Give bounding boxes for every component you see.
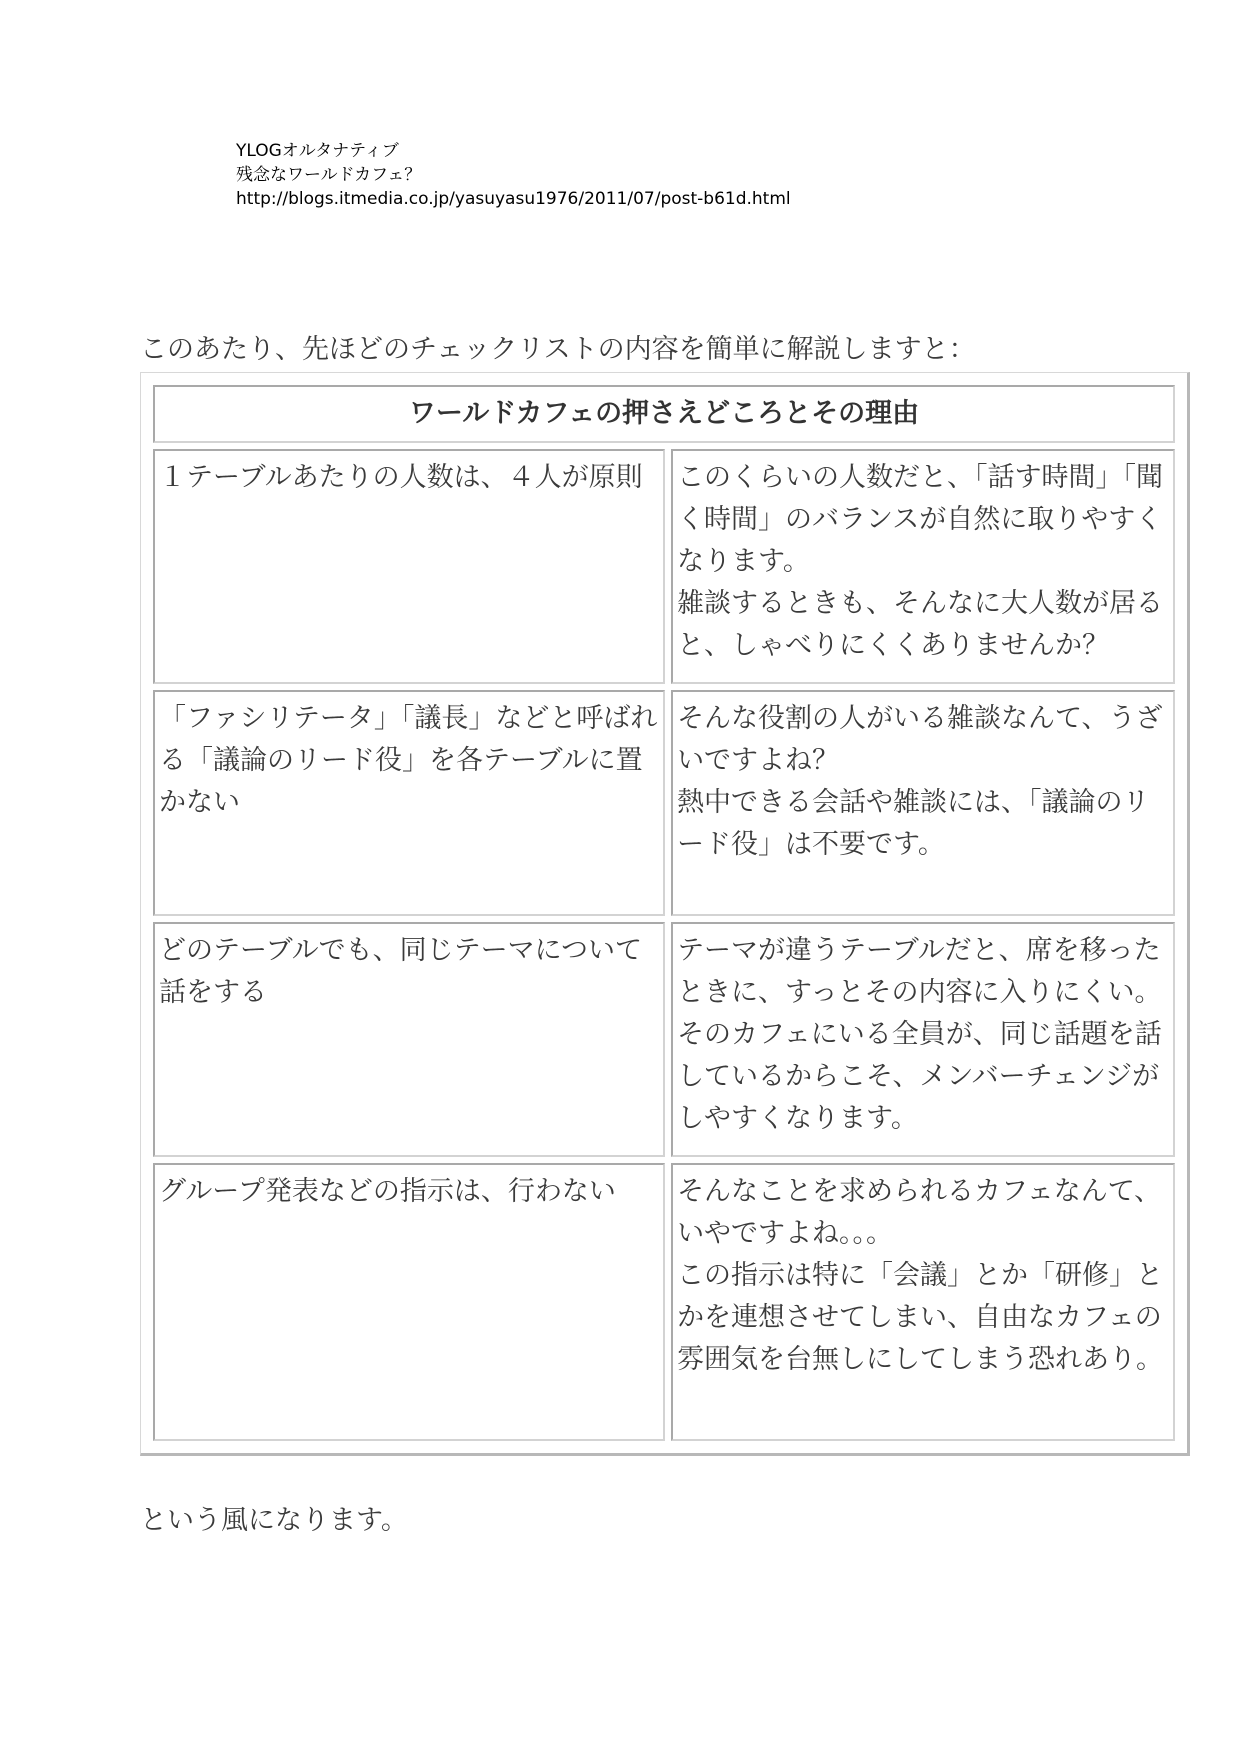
reason-cell: そんな役割の人がいる雑談なんて、うざいですよね？ 熱中できる会話や雑談には、「議論のリード役」は不要です。 — [671, 690, 1175, 916]
table-row — [153, 922, 1175, 1157]
blog-name: YLOGオルタナティブ — [236, 141, 399, 161]
reason-cell: このくらいの人数だと、「話す時間」「聞く時間」のバランスが自然に取りやすくなります。 雑談するときも、そんなに大人数が居ると、しゃべりにくくありませんか？ — [671, 449, 1175, 684]
table-row — [153, 690, 1175, 916]
checklist-table-frame — [140, 372, 1190, 1456]
reason-cell: そんなことを求められるカフェなんて、いやですよね。。。 この指示は特に「会議」とか「研修」とかを連想させてしまい、自由なカフェの雰囲気を台無しにしてしまう恐れあり。 — [671, 1163, 1175, 1441]
intro-text: このあたり、先ほどのチェックリストの内容を簡単に解説しますと： — [140, 334, 976, 365]
article-url: http://blogs.itmedia.co.jp/yasuyasu1976/2011/07/post-b61d.html — [236, 189, 791, 209]
article-title: 残念なワールドカフェ？ — [236, 165, 422, 185]
table-row — [153, 1163, 1175, 1441]
document-header — [236, 139, 791, 211]
reason-cell: テーマが違うテーブルだと、席を移ったときに、すっとその内容に入りにくい。そのカフェにいる全員が、同じ話題を話しているからこそ、メンバーチェンジがしやすくなります。 — [671, 922, 1175, 1157]
point-cell: どのテーブルでも、同じテーマについて話をする — [153, 922, 665, 1157]
point-cell: １テーブルあたりの人数は、４人が原則 — [153, 449, 665, 684]
table-row — [153, 449, 1175, 684]
checklist-table — [147, 379, 1181, 1447]
point-cell: グループ発表などの指示は、行わない — [153, 1163, 665, 1441]
point-cell: 「ファシリテータ」「議長」などと呼ばれる「議論のリード役」を各テーブルに置かない — [153, 690, 665, 916]
table-caption: ワールドカフェの押さえどころとその理由 — [153, 385, 1175, 443]
closing-text: という風になります。 — [140, 1505, 408, 1536]
